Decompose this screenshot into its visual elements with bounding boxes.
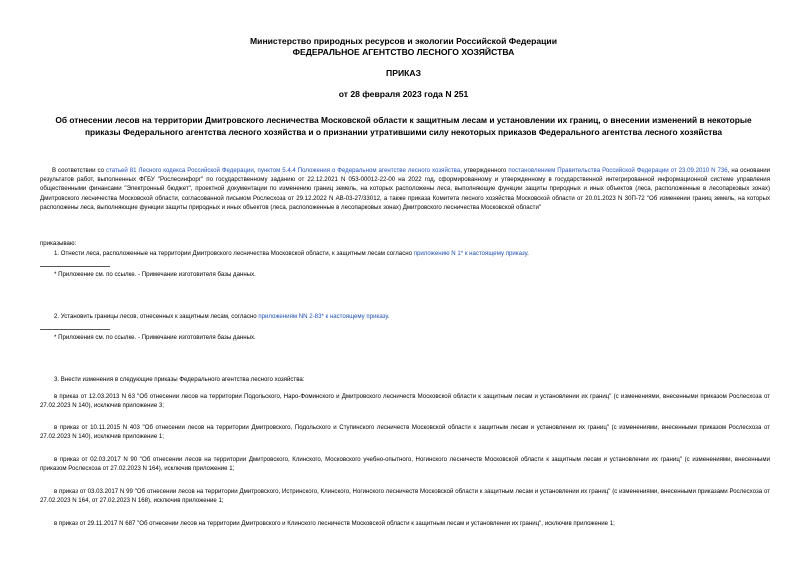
link-appendix-1[interactable]: приложению N 1* к настоящему приказу <box>413 250 528 257</box>
preamble-text: , <box>253 167 258 174</box>
item-1-end: . <box>527 250 529 257</box>
orders-word: приказываю: <box>40 240 77 247</box>
footnote-divider <box>40 329 110 330</box>
list-item: в приказ от 10.11.2015 N 403 "Об отнесении лесов на территории Дмитровского, Подольского и Ступинского лесничеств Московской области к защитным лесам и установлении их границ" (с изменениями, внесенными приказом Рослесхоза от 27.02.2023 N 140), исключив приложение 1; <box>40 424 770 441</box>
document-type: ПРИКАЗ <box>386 68 421 78</box>
preamble-paragraph <box>40 166 770 212</box>
footnote-1: * Приложение см. по ссылке. - Примечание изготовителя базы данных. <box>54 271 256 278</box>
document-date-number: от 28 февраля 2023 года N 251 <box>338 89 469 99</box>
link-government-decree-736[interactable]: постановлением Правительства Российской Федерации от 23.09.2010 N 736 <box>508 167 728 174</box>
list-item: в приказ от 03.03.2017 N 99 "Об отнесении лесов на территории Дмитровского, Истринского, Клинского, Ногинского лесничеств Московской области к защитным лесам и установлении их границ" (с изменениями, внесенными приказами Рослесхоза от 27.02.2023 N 164, от 27.02.2023 N 168), исключив приложение 1; <box>40 488 770 505</box>
document-title: Об отнесении лесов на территории Дмитровского лесничества Московской области к защитным лесам и установлении их границ, о внесении изменений в некоторые приказы Федерального агентства лесного хозяйства и о признании утратившими силу некоторых приказов Федерального агентства лесного хозяйства <box>55 115 752 137</box>
item-2-text: 2. Установить границы лесов, отнесенных к защитным лесам, согласно <box>54 313 259 320</box>
preamble-text: В соответствии со <box>52 167 107 174</box>
item-2 <box>54 312 390 321</box>
list-item: в приказ от 02.03.2017 N 90 "Об отнесении лесов на территории Дмитровского, Клинского, Московского учебно-опытного, Ногинского лесничеств Московской области к защитным лесам и установлении их границ" (с изменениями, внесенными приказом Рослесхоза от 27.02.2023 N 164), исключив приложение 1; <box>40 456 770 473</box>
footnote-divider <box>40 266 110 267</box>
item-2-end: . <box>387 313 390 320</box>
preamble-text: , на основании результатов работ, выполненных ФГБУ "Рослесинфорг" по государственному заданию от 22.12.2021 N 053-00012-22-00 на 2022 год, сформированному и утвержденному в государственной интегрированной информационной системе управления общественными финансами "Электронный бюджет", проектной документации по изменению границ земель, на которых расположены леса, выполняющие функции защиты природных и иных объектов (леса, расположенные в лесопарковых зонах) Дмитровского лесничества Московской области, согласованной письмом Рослесхоза от 29.12.2022 N АВ-03-27/33012, а также приказа Комитета лесного хозяйства Московской области от 20.01.2023 N 30П-72 "Об изменении границ земель, на которых расположены леса, выполняющие функции защиты природных и иных объектов (леса, расположенные в лесопарковых зонах) Дмитровского лесничества Московской области" <box>40 167 771 211</box>
list-item: в приказ от 29.11.2017 N 687 "Об отнесении лесов на территории Дмитровского и Клинского лесничеств Московской области к защитным лесам и установлении их границ", исключив приложение 1; <box>54 520 615 527</box>
link-forest-code-article-81[interactable]: статьей 81 Лесного кодекса Российской Федерации <box>106 167 254 174</box>
item-1 <box>54 249 529 258</box>
link-regulation-point-5-4-4[interactable]: пунктом 5.4.4 Положения о Федеральном агентстве лесного хозяйства <box>257 167 461 174</box>
ministry-name: Министерство природных ресурсов и экологии Российской Федерации <box>250 36 557 46</box>
item-1-text: 1. Отнести леса, расположенные на территории Дмитровского лесничества Московской области, к защитным лесам согласно <box>54 250 414 257</box>
preamble-text: , утвержденного <box>460 167 509 174</box>
link-appendices-2-83[interactable]: приложениям NN 2-83* к настоящему приказу <box>258 313 388 320</box>
agency-name: ФЕДЕРАЛЬНОЕ АГЕНТСТВО ЛЕСНОГО ХОЗЯЙСТВА <box>292 47 515 57</box>
list-item: в приказ от 12.03.2013 N 63 "Об отнесении лесов на территории Подольского, Наро-Фоминского и Дмитровского лесничеств Московской области к защитным лесам и установлении их границ" (с изменениями, внесенными приказом Рослесхоза от 27.02.2023 N 140), исключив приложение 3; <box>40 393 770 410</box>
footnote-2: * Приложения см. по ссылке. - Примечание изготовителя базы данных. <box>54 334 256 341</box>
item-3: 3. Внести изменения в следующие приказы Федерального агентства лесного хозяйства: <box>54 376 305 383</box>
